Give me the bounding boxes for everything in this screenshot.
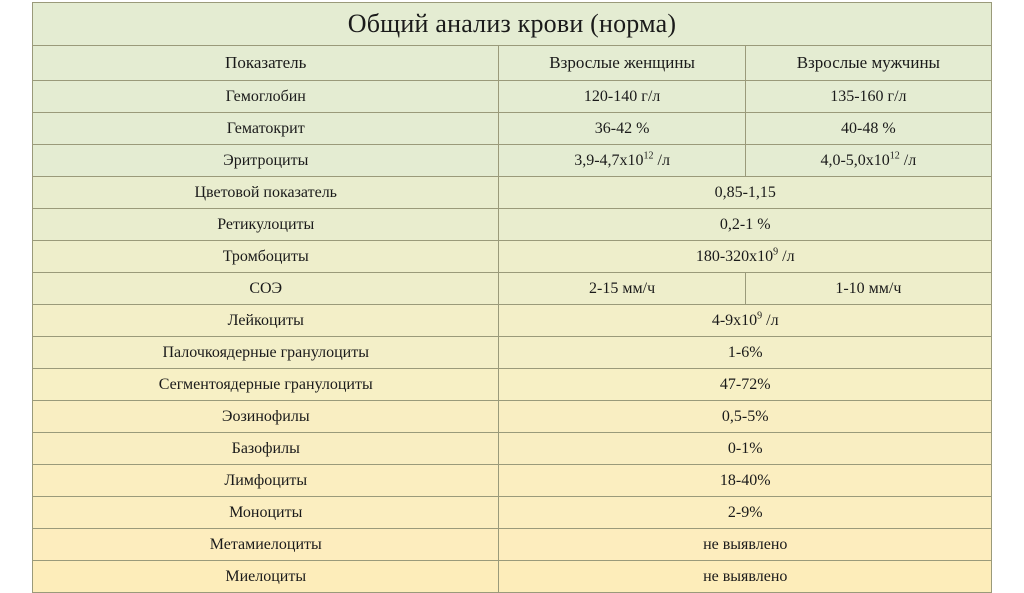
row-indicator-name: Эозинофилы — [33, 401, 499, 433]
page-title: Общий анализ крови (норма) — [33, 3, 992, 46]
table-row — [33, 305, 992, 337]
row-indicator-name: Эритроциты — [33, 145, 499, 177]
row-value-combined: $180-320х10^9$ /л — [499, 241, 992, 273]
table-row — [33, 465, 992, 497]
row-indicator-name: Сегментоядерные гранулоциты — [33, 369, 499, 401]
row-indicator-name: Базофилы — [33, 433, 499, 465]
header-row — [33, 46, 992, 81]
blood-test-table-container — [32, 2, 992, 593]
row-value-men: $4,0-5,0х10^{12}$ /л — [745, 145, 991, 177]
row-indicator-name: Палочкоядерные гранулоциты — [33, 337, 499, 369]
row-value-men: 40-48 % — [745, 113, 991, 145]
row-indicator-name: Лимфоциты — [33, 465, 499, 497]
table-row — [33, 81, 992, 113]
table-row — [33, 177, 992, 209]
row-indicator-name: Гематокрит — [33, 113, 499, 145]
row-value-combined: не выявлено — [499, 529, 992, 561]
column-header-men: Взрослые мужчины — [745, 46, 991, 81]
table-row — [33, 497, 992, 529]
row-value-women: 36-42 % — [499, 113, 745, 145]
row-value-combined: 0,85-1,15 — [499, 177, 992, 209]
table-row — [33, 337, 992, 369]
table-row — [33, 273, 992, 305]
row-value-men: 1-10 мм/ч — [745, 273, 991, 305]
row-value-women: $3,9-4,7х10^{12}$ /л — [499, 145, 745, 177]
row-value-women: 120-140 г/л — [499, 81, 745, 113]
table-row — [33, 209, 992, 241]
row-indicator-name: Гемоглобин — [33, 81, 499, 113]
table-row — [33, 369, 992, 401]
row-value-combined: 2-9% — [499, 497, 992, 529]
table-row — [33, 561, 992, 593]
row-indicator-name: Моноциты — [33, 497, 499, 529]
row-value-women: 2-15 мм/ч — [499, 273, 745, 305]
row-indicator-name: Лейкоциты — [33, 305, 499, 337]
row-value-men: 135-160 г/л — [745, 81, 991, 113]
row-value-combined: 0,2-1 % — [499, 209, 992, 241]
table-row — [33, 433, 992, 465]
row-value-combined: $4-9х10^9$ /л — [499, 305, 992, 337]
row-indicator-name: Ретикулоциты — [33, 209, 499, 241]
row-value-combined: 0,5-5% — [499, 401, 992, 433]
table-body — [33, 3, 992, 593]
blood-test-table — [32, 2, 992, 593]
row-value-combined: 47-72% — [499, 369, 992, 401]
row-value-combined: 18-40% — [499, 465, 992, 497]
column-header-women: Взрослые женщины — [499, 46, 745, 81]
table-row — [33, 145, 992, 177]
row-indicator-name: СОЭ — [33, 273, 499, 305]
row-value-combined: 0-1% — [499, 433, 992, 465]
row-indicator-name: Цветовой показатель — [33, 177, 499, 209]
table-row — [33, 529, 992, 561]
table-row — [33, 113, 992, 145]
column-header-indicator: Показатель — [33, 46, 499, 81]
row-value-combined: не выявлено — [499, 561, 992, 593]
table-row — [33, 401, 992, 433]
table-row — [33, 241, 992, 273]
row-indicator-name: Тромбоциты — [33, 241, 499, 273]
row-indicator-name: Миелоциты — [33, 561, 499, 593]
row-indicator-name: Метамиелоциты — [33, 529, 499, 561]
row-value-combined: 1-6% — [499, 337, 992, 369]
title-row — [33, 3, 992, 46]
